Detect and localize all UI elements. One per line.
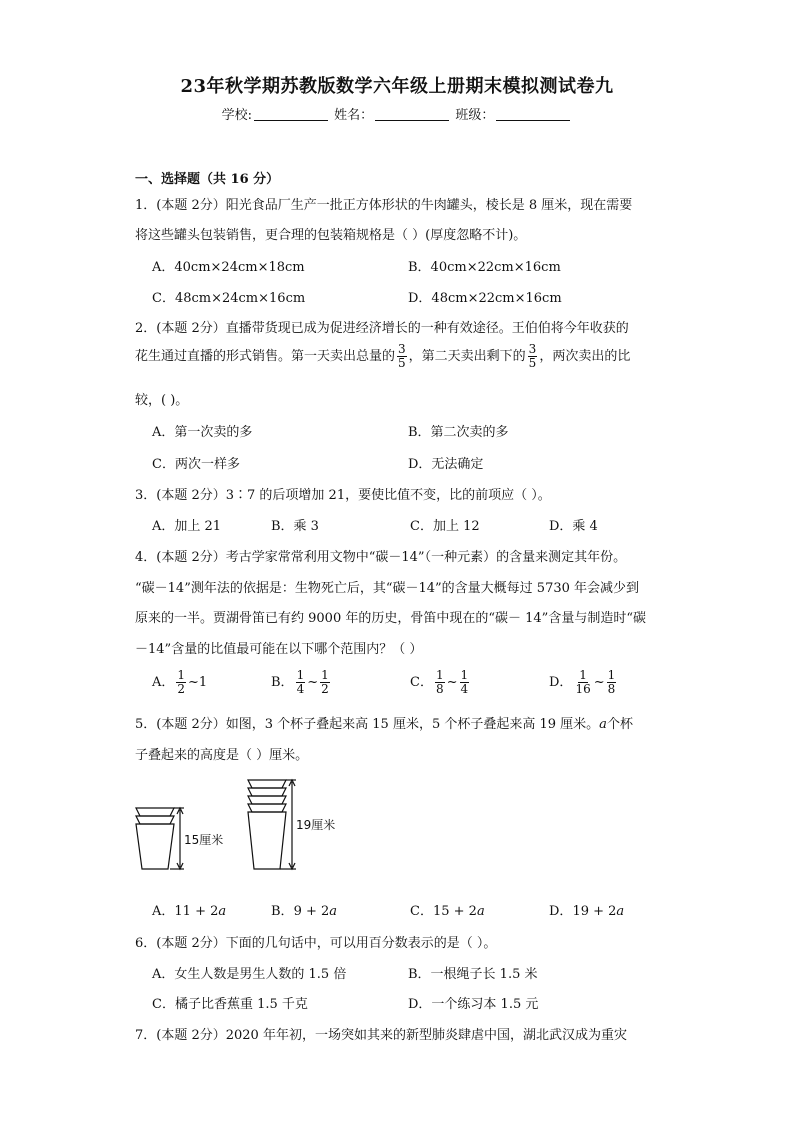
q5-line2: 子叠起来的高度是（ ）厘米。 <box>135 748 309 763</box>
cup-stack-5 <box>248 780 286 869</box>
q5-option-c[interactable]: C．15 + 2a <box>410 904 485 919</box>
q4-option-b[interactable]: B． $\frac{1}{4}$ ~ $\frac{1}{2}$ <box>271 668 329 696</box>
student-info-line <box>0 104 794 123</box>
name-label: 姓名： <box>334 108 374 123</box>
q2-line2: 花生通过直播的形式销售。第一天卖出总量的 $\frac{3}{5}$ ，第二天卖出剩下的 $\frac{3}{5}$ ，两次卖出的比 <box>135 342 631 370</box>
q3-option-a[interactable]: A．加上 21 <box>152 519 222 534</box>
q6-option-b[interactable]: B．一根绳子长 1.5 米 <box>408 967 538 982</box>
q7-line1: 7．(本题 2分）2020 年年初，一场突如其来的新型肺炎肆虐中国，湖北武汉成为重灾 <box>135 1028 627 1043</box>
q6-option-d[interactable]: D．一个练习本 1.5 元 <box>408 997 539 1012</box>
fraction-3-5: $\frac{3}{5}$ <box>398 342 406 370</box>
q2-option-a[interactable]: A．第一次卖的多 <box>152 425 253 440</box>
q2-option-d[interactable]: D．无法确定 <box>408 457 484 472</box>
q3-option-d[interactable]: D．乘 4 <box>549 519 598 534</box>
q2-option-c[interactable]: C．两次一样多 <box>152 457 240 472</box>
q4-line2: “碳－14”测年法的依据是：生物死亡后，其“碳－14”的含量大概每过 5730 年会减少到 <box>135 581 640 596</box>
fraction-3-5: $\frac{3}{5}$ <box>528 342 537 370</box>
q4-line1: 4．(本题 2分）考古学家常常利用文物中“碳－14”（一种元素）的含量来测定其年份。 <box>135 550 627 565</box>
label-15cm: 15厘米 <box>184 833 224 847</box>
q1-option-c[interactable]: C．48cm×24cm×16cm <box>152 291 306 306</box>
q4-line4: －14”含量的比值最可能在以下哪个范围内？（ ） <box>135 642 423 657</box>
q1-option-b[interactable]: B．40cm×22cm×16cm <box>408 260 561 275</box>
q5-option-d[interactable]: D．19 + 2a <box>549 904 625 919</box>
class-blank[interactable] <box>496 108 570 121</box>
q6-option-c[interactable]: C．橘子比香蕉重 1.5 千克 <box>152 997 308 1012</box>
q1-line2: 将这些罐头包装销售，更合理的包装箱规格是（ ）(厚度忽略不计)。 <box>135 228 527 243</box>
school-label: 学校: <box>221 108 253 123</box>
q3-option-c[interactable]: C．加上 12 <box>410 519 480 534</box>
q4-line3: 原来的一半。贾湖骨笛已有约 9000 年的历史，骨笛中现在的“碳－ 14”含量与制造时“碳 <box>135 611 646 626</box>
q1-option-d[interactable]: D．48cm×22cm×16cm <box>408 291 562 306</box>
section-title: 一、选择题（共 16 分） <box>135 172 280 187</box>
school-blank[interactable] <box>254 108 328 121</box>
stacked-cups-figure <box>130 772 360 882</box>
q4-option-c[interactable]: C． $\frac{1}{8}$ ~ $\frac{1}{4}$ <box>410 668 469 696</box>
q6-line1: 6．(本题 2分）下面的几句话中，可以用百分数表示的是（ ）。 <box>135 936 497 951</box>
class-label: 班级： <box>455 108 495 123</box>
label-19cm: 19厘米 <box>296 818 336 832</box>
q2-option-b[interactable]: B．第二次卖的多 <box>408 425 509 440</box>
q5-option-a[interactable]: A．11 + 2a <box>152 904 227 919</box>
cup-stack-3 <box>136 808 174 869</box>
q2-line1: 2．(本题 2分）直播带货现已成为促进经济增长的一种有效途径。王伯伯将今年收获的 <box>135 321 629 336</box>
q2-line3: 较，( )。 <box>135 393 189 408</box>
q6-option-a[interactable]: A．女生人数是男生人数的 1.5 倍 <box>152 967 347 982</box>
page-title: 23年秋学期苏教版数学六年级上册期末模拟测试卷九 <box>180 76 614 97</box>
q4-option-d[interactable]: D． $\frac{1}{16}$ ~ $\frac{1}{8}$ <box>549 668 616 696</box>
q3-option-b[interactable]: B．乘 3 <box>271 519 319 534</box>
name-blank[interactable] <box>375 108 449 121</box>
q1-line1: 1．(本题 2分）阳光食品厂生产一批正方体形状的牛肉罐头，棱长是 8 厘米，现在需要 <box>135 198 633 213</box>
q3-line1: 3．(本题 2分）3∶7 的后项增加 21，要使比值不变，比的前项应（ ）。 <box>135 488 551 503</box>
q5-line1: 5．(本题 2分）如图，3 个杯子叠起来高 15 厘米，5 个杯子叠起来高 19 厘米。a个杯 <box>135 717 633 732</box>
q1-option-a[interactable]: A．40cm×24cm×18cm <box>152 260 305 275</box>
q4-option-a[interactable]: A． $\frac{1}{2}$ ~1 <box>152 668 208 696</box>
q5-option-b[interactable]: B．9 + 2a <box>271 904 338 919</box>
